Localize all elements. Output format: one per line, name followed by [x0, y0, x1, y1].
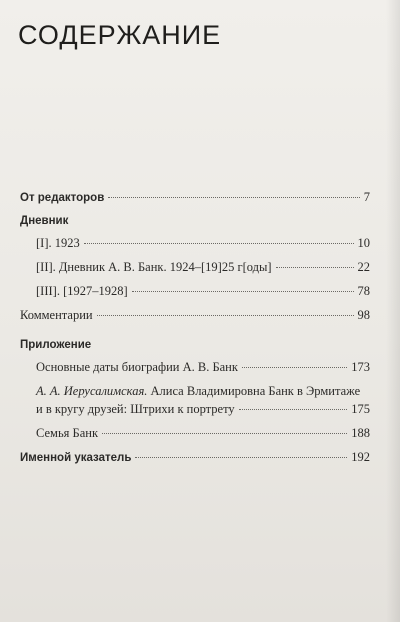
toc-entry-label: Именной указатель [20, 452, 132, 464]
dot-leader [276, 267, 354, 268]
toc-entry-label: [II]. Дневник А. В. Банк. 1924–[19]25 г[оды] [36, 260, 272, 274]
article-title-line1: Алиса Владимировна Банк в Эрмитаже [147, 384, 361, 398]
dot-leader [102, 433, 347, 434]
toc-page-number: 22 [357, 260, 370, 274]
toc-entry-biography-dates[interactable] [20, 358, 370, 376]
toc-entry-label: [I]. 1923 [36, 236, 80, 250]
article-author: А. А. Иерусалимская. [36, 384, 148, 398]
toc-entry-label: От редакторов [20, 192, 105, 204]
toc-page-number: 173 [351, 360, 370, 374]
toc-entry-label: Основные даты биографии А. В. Банк [36, 360, 238, 374]
toc-page-number: 10 [357, 236, 370, 250]
article-first-line [36, 382, 370, 400]
page-title: СОДЕРЖАНИЕ [18, 20, 222, 50]
dot-leader [108, 197, 359, 198]
toc-entry-article[interactable] [20, 382, 370, 418]
toc-entry-diary-1[interactable] [20, 234, 370, 252]
dot-leader [135, 457, 347, 458]
toc-entry-label: [III]. [1927–1928] [36, 284, 128, 298]
section-heading-appendix: Приложение [20, 339, 92, 351]
section-heading-diary: Дневник [20, 215, 69, 227]
dot-leader [242, 367, 347, 368]
dot-leader [132, 291, 354, 292]
toc-entry-comments[interactable] [20, 306, 370, 324]
toc-entry-label: Комментарии [20, 308, 93, 322]
page-edge-shadow [386, 0, 400, 622]
dot-leader [84, 243, 354, 244]
toc-entry-label: Семья Банк [36, 426, 99, 440]
toc-page-number: 192 [351, 450, 370, 464]
toc-page-number: 78 [357, 284, 370, 298]
table-of-contents [20, 188, 370, 472]
toc-entry-name-index[interactable] [20, 448, 370, 466]
toc-entry-diary-3[interactable] [20, 282, 370, 300]
article-title-line2: и в кругу друзей: Штрихи к портрету [36, 402, 235, 416]
toc-page-number: 175 [351, 402, 370, 416]
toc-entry-family[interactable] [20, 424, 370, 442]
dot-leader [239, 409, 348, 410]
toc-page-number: 188 [351, 426, 370, 440]
toc-page-number: 98 [357, 308, 370, 322]
toc-page-number: 7 [363, 190, 370, 204]
dot-leader [97, 315, 354, 316]
toc-entry-diary-2[interactable] [20, 258, 370, 276]
toc-entry-editors[interactable] [20, 188, 370, 206]
